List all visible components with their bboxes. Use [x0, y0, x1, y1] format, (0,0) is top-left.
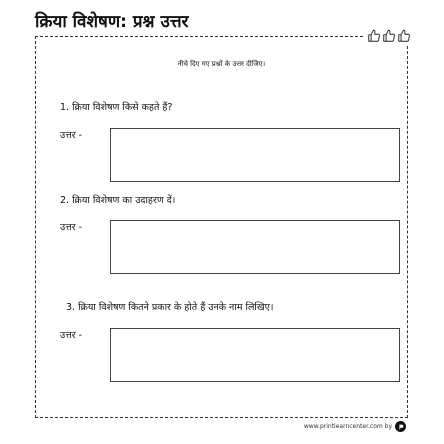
- answer-box-1[interactable]: [110, 128, 400, 182]
- question-3: 3. क्रिया विशेषण कितने प्रकार के होते हैं उनके नाम लिखिए।: [66, 302, 274, 313]
- answer-box-3[interactable]: [110, 328, 400, 382]
- footer-url: www.printlearncenter.com by: [303, 422, 392, 430]
- thumbs-up-decoration: [364, 26, 414, 46]
- worksheet-title: क्रिया विशेषण: प्रश्न उत्तर: [35, 12, 189, 32]
- thumbs-up-icon: [367, 29, 381, 43]
- thumbs-up-icon: [382, 29, 396, 43]
- printlearncenter-logo-icon: [395, 421, 406, 432]
- answer-label-2: उत्तर -: [60, 222, 83, 233]
- footer: [304, 421, 406, 432]
- instructions-text: नीचे दिए गए प्रश्नों के उत्तर दीजिए।: [177, 60, 266, 68]
- thumbs-up-icon: [397, 29, 411, 43]
- answer-label-1: उत्तर -: [60, 130, 83, 141]
- answer-box-2[interactable]: [110, 220, 400, 274]
- question-2: 2. क्रिया विशेषण का उदाहरण दें।: [60, 195, 176, 206]
- question-1: 1. क्रिया विशेषण किसे कहते हैं?: [60, 102, 173, 113]
- answer-label-3: उत्तर -: [60, 330, 83, 341]
